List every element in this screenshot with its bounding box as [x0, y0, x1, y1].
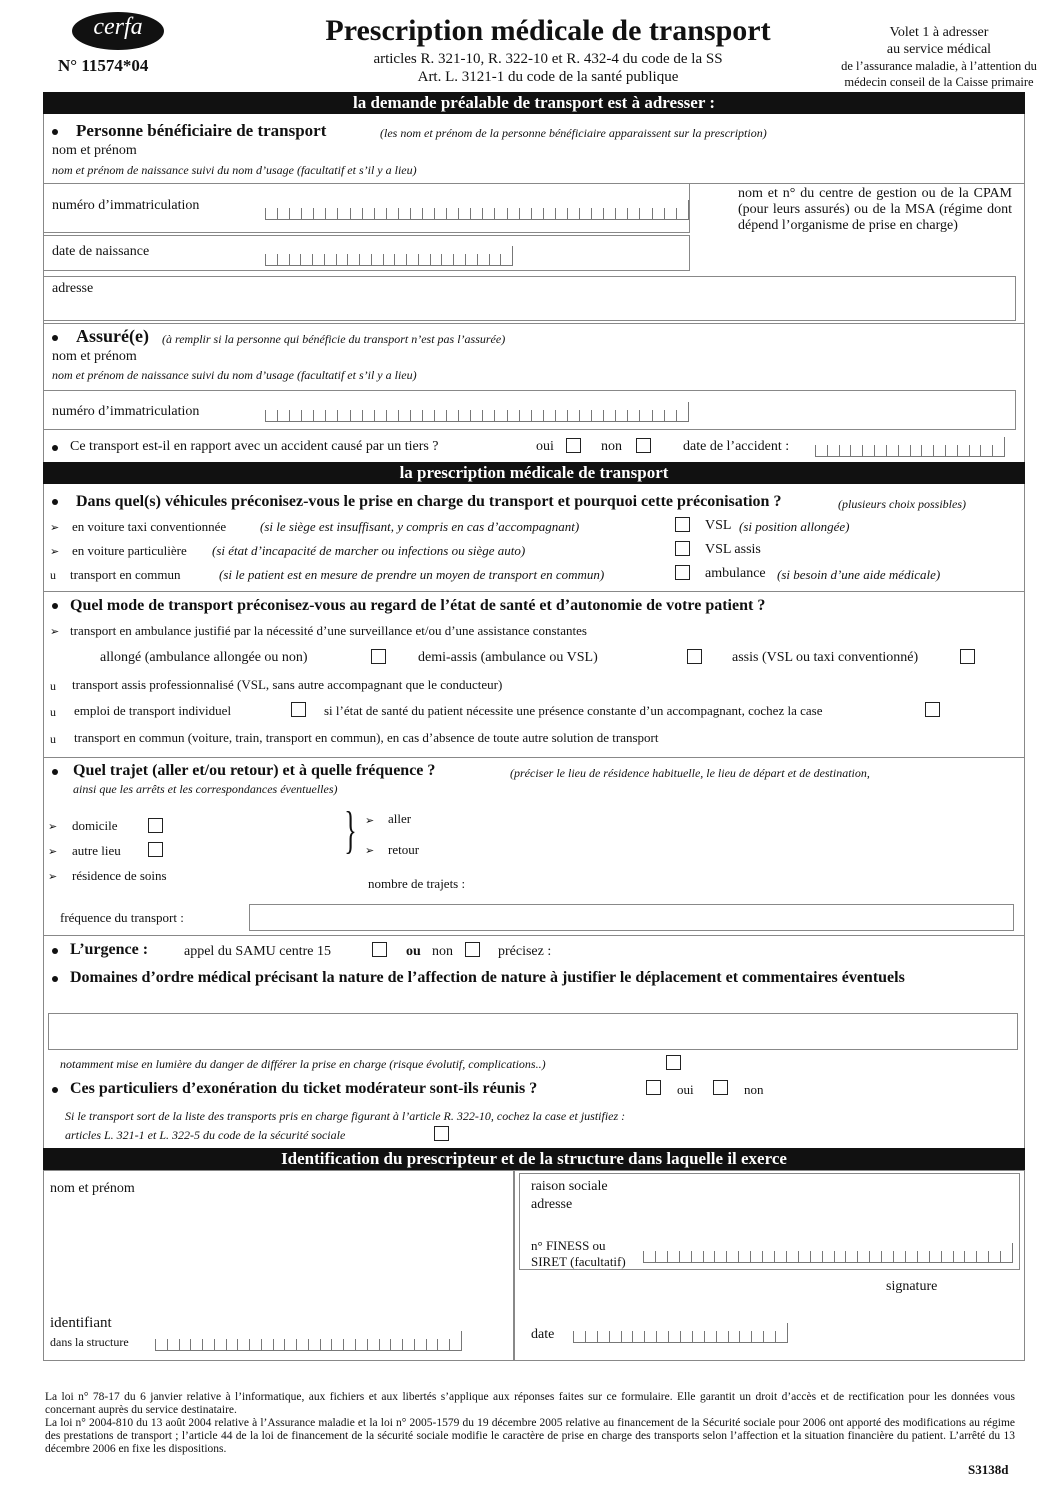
- vehicle-note: (plusieurs choix possibles): [838, 497, 966, 511]
- urgency-no-checkbox[interactable]: [465, 942, 480, 957]
- arrow-icon: ➢: [48, 820, 58, 833]
- beneficiary-name-label: nom et prénom: [52, 143, 137, 158]
- identifiant-field[interactable]: [155, 1331, 462, 1351]
- section3-bar: Identification du prescripteur et de la structure dans laquelle il exerce: [43, 1148, 1025, 1170]
- insured-name-hint: nom et prénom de naissance suivi du nom d’usage (facultatif et s’il y a lieu): [52, 368, 417, 382]
- trip-note2: ainsi que les arrêts et les correspondances éventuelles): [73, 782, 338, 796]
- exoneration-no-checkbox[interactable]: [713, 1080, 728, 1095]
- form-code: S3138d: [968, 1462, 1009, 1477]
- accident-question: Ce transport est-il en rapport avec un accident causé par un tiers ?: [70, 439, 439, 454]
- date-field[interactable]: [573, 1323, 788, 1343]
- bullet: [52, 1087, 58, 1093]
- volet-line1: Volet 1 à adresser: [889, 25, 989, 40]
- adresse-label: adresse: [531, 1197, 573, 1212]
- urgency-label: L’urgence :: [70, 941, 149, 958]
- divider: [43, 935, 1025, 936]
- vehicle-question: Dans quel(s) véhicules préconisez-vous le prise en charge du transport et pourquoi cette préconisation ?: [76, 493, 782, 510]
- trip-question: Quel trajet (aller et/ou retour) et à quelle fréquence ?: [73, 762, 436, 779]
- cpam-text: nom et n° du centre de gestion ou de la CPAM (pour leurs assurés) ou de la MSA (régime dont dépend l’organisme de prise en charge): [738, 186, 1012, 233]
- birthdate-field[interactable]: [265, 246, 513, 266]
- taxi-note: (si le siège est insuffisant, y compris en cas d’accompagnant): [260, 519, 580, 534]
- arrow-icon: ➢: [50, 625, 60, 638]
- divider: [43, 323, 1025, 324]
- lying-checkbox[interactable]: [371, 649, 386, 664]
- vsl-seated-label: VSL assis: [705, 542, 761, 557]
- bullet: [52, 335, 58, 341]
- medical-input[interactable]: [48, 1013, 1018, 1050]
- brace-icon: }: [344, 802, 357, 859]
- trips-count-label: nombre de trajets :: [368, 876, 466, 891]
- private-car-note: (si état d’incapacité de marcher ou infections ou siège auto): [212, 543, 526, 558]
- vsl-seated-checkbox[interactable]: [675, 541, 690, 556]
- form-title: Prescription médicale de transport: [325, 14, 771, 47]
- lying-label: allongé (ambulance allongée ou non): [100, 650, 308, 665]
- bullet-u: u: [50, 732, 56, 746]
- accident-no-label: non: [601, 439, 622, 454]
- volet-line4: médecin conseil de la Caisse primaire: [844, 75, 1034, 89]
- signature-label: signature: [886, 1279, 938, 1294]
- insured-immat-label: numéro d’immatriculation: [52, 404, 200, 419]
- address-box: [43, 276, 1016, 321]
- or-label: ou: [406, 944, 421, 959]
- volet-line3: de l’assurance maladie, à l’attention du: [841, 59, 1037, 73]
- pro-seated-label: transport assis professionnalisé (VSL, sans autre accompagnant que le conducteur): [72, 677, 503, 692]
- immat-field[interactable]: [265, 200, 689, 220]
- date-label: date: [531, 1327, 555, 1342]
- vsl-note: (si position allongée): [739, 519, 850, 534]
- vsl-label: VSL: [705, 518, 732, 533]
- arrow-icon: ➢: [365, 814, 375, 827]
- medical-question: Domaines d’ordre médical précisant la nature de l’affection de nature à justifier le déplacement et commentaires éventuels: [70, 969, 905, 986]
- danger-checkbox[interactable]: [666, 1055, 681, 1070]
- arrow-icon: ➢: [48, 845, 58, 858]
- seated-label: assis (VSL ou taxi conventionné): [732, 650, 919, 665]
- footer-p1: La loi n° 78-17 du 6 janvier relative à l’informatique, aux fichiers et aux libertés s’applique aux réponses faites sur ce formulaire. Elle garantit un droit d’accès et de rectification pour les données vous concernant auprès du service destinataire.: [45, 1391, 1015, 1416]
- beneficiary-name-hint: nom et prénom de naissance suivi du nom d’usage (facultatif et s’il y a lieu): [52, 163, 417, 177]
- finess-label1: n° FINESS ou: [531, 1238, 606, 1253]
- exoneration-question: Ces particuliers d’exonération du ticket modérateur sont-ils réunis ?: [70, 1080, 538, 1097]
- bullet-u: u: [50, 679, 56, 693]
- bullet-u: u: [50, 705, 56, 719]
- arrow-icon: ➢: [365, 844, 375, 857]
- care-residence-label: résidence de soins: [72, 868, 167, 883]
- beneficiary-note: (les nom et prénom de la personne bénéficiaire apparaissent sur la prescription): [380, 126, 767, 140]
- go-label: aller: [388, 811, 412, 826]
- individual-label: emploi de transport individuel: [74, 703, 232, 718]
- address-label: adresse: [52, 281, 94, 296]
- samu-checkbox[interactable]: [372, 942, 387, 957]
- identifiant-label: identifiant: [50, 1315, 112, 1331]
- other-place-label: autre lieu: [72, 843, 121, 858]
- individual-note: si l’état de santé du patient nécessite une présence constante d’un accompagnant, cochez la case: [324, 703, 823, 718]
- section2-bar: la prescription médicale de transport: [43, 462, 1025, 484]
- divider: [43, 591, 1025, 592]
- insured-name-label: nom et prénom: [52, 349, 137, 364]
- accident-date-label: date de l’accident :: [683, 439, 790, 454]
- precisez-label: précisez :: [498, 944, 552, 959]
- bullet: [52, 976, 58, 982]
- home-checkbox[interactable]: [148, 818, 163, 833]
- ambulance-justified: transport en ambulance justifié par la nécessité d’une surveillance et/ou d’une assistance constantes: [70, 623, 587, 638]
- finess-field[interactable]: [643, 1243, 1013, 1263]
- list-note2: articles L. 321-1 et L. 322-5 du code de la sécurité sociale: [65, 1128, 346, 1142]
- cerfa-logo-text: cerfa: [93, 14, 143, 40]
- seated-checkbox[interactable]: [960, 649, 975, 664]
- exoneration-yes-label: oui: [677, 1082, 694, 1097]
- articles-line2: Art. L. 3121-1 du code de la santé publique: [417, 69, 679, 85]
- bullet: [52, 445, 58, 451]
- frequency-label: fréquence du transport :: [60, 910, 184, 925]
- bullet: [52, 499, 58, 505]
- half-seated-checkbox[interactable]: [687, 649, 702, 664]
- divider: [43, 757, 1025, 758]
- accident-date-field[interactable]: [815, 437, 1005, 457]
- return-label: retour: [388, 842, 420, 857]
- mode-question: Quel mode de transport préconisez-vous au regard de l’état de santé et d’autonomie de votre patient ?: [70, 597, 766, 614]
- accident-yes-checkbox[interactable]: [566, 438, 581, 453]
- dans-structure-label: dans la structure: [50, 1335, 129, 1349]
- form-number: N° 11574*04: [58, 56, 149, 75]
- common-note: (si le patient est en mesure de prendre un moyen de transport en commun): [219, 567, 605, 582]
- urgency-no-label: non: [432, 944, 453, 959]
- private-car-label: en voiture particulière: [72, 543, 187, 558]
- section1-bar: la demande préalable de transport est à adresser :: [43, 92, 1025, 114]
- trip-note1: (préciser le lieu de résidence habituelle, le lieu de départ et de destination,: [510, 766, 870, 780]
- accident-no-checkbox[interactable]: [636, 438, 651, 453]
- companion-checkbox[interactable]: [925, 702, 940, 717]
- prescriber-name-label: nom et prénom: [50, 1181, 135, 1196]
- taxi-label: en voiture taxi conventionnée: [72, 519, 227, 534]
- volet-line2: au service médical: [886, 42, 992, 57]
- exoneration-yes-checkbox[interactable]: [646, 1080, 661, 1095]
- ambulance-note: (si besoin d’une aide médicale): [777, 567, 941, 582]
- common-transport-label: transport en commun (voiture, train, transport en commun), en cas d’absence de toute autre solution de transport: [74, 730, 659, 745]
- bullet-u: u: [50, 568, 56, 582]
- insured-immat-field[interactable]: [265, 402, 689, 422]
- ambulance-checkbox[interactable]: [675, 565, 690, 580]
- individual-checkbox[interactable]: [291, 702, 306, 717]
- footer-p2: La loi n° 2004-810 du 13 août 2004 relative à l’Assurance maladie et la loi n° 2005-1579 du 19 décembre 2005 relative au financement de la Sécurité sociale pour 2006 ont apporté des modifications au régime des prestations de transport ; l’article 44 de la loi de financement de la sécurité sociale modifie le caractère de prise en charge des transports selon l’affection et la situation financière du patient. L’arrêté du 13 décembre 2006 en fixe les dispositions.: [45, 1417, 1015, 1455]
- insured-title: Assuré(e): [76, 326, 149, 346]
- home-label: domicile: [72, 818, 118, 833]
- common-label: transport en commun: [70, 567, 181, 582]
- accident-yes-label: oui: [536, 439, 554, 454]
- list-checkbox[interactable]: [434, 1126, 449, 1141]
- arrow-icon: ➢: [48, 870, 58, 883]
- bullet: [52, 948, 58, 954]
- bullet: [52, 769, 58, 775]
- samu-label: appel du SAMU centre 15: [184, 944, 331, 959]
- arrow-icon: ➢: [50, 521, 60, 534]
- insured-note: (à remplir si la personne qui bénéficie du transport n’est pas l’assurée): [162, 332, 506, 346]
- ambulance-label: ambulance: [705, 566, 766, 581]
- raison-label: raison sociale: [531, 1179, 608, 1194]
- exoneration-no-label: non: [744, 1082, 764, 1097]
- other-place-checkbox[interactable]: [148, 842, 163, 857]
- vsl-checkbox[interactable]: [675, 517, 690, 532]
- bullet: [52, 129, 58, 135]
- beneficiary-title: Personne bénéficiaire de transport: [76, 121, 327, 140]
- danger-note: notamment mise en lumière du danger de différer la prise en charge (risque évolutif, complications..): [60, 1057, 546, 1071]
- list-note1: Si le transport sort de la liste des transports pris en charge figurant à l’article R. 322-10, cochez la case et justifiez :: [65, 1109, 626, 1123]
- articles-line1: articles R. 321-10, R. 322-10 et R. 432-4 du code de la SS: [373, 51, 723, 67]
- half-seated-label: demi-assis (ambulance ou VSL): [418, 650, 598, 665]
- immat-label: numéro d’immatriculation: [52, 198, 200, 213]
- frequency-input[interactable]: [249, 904, 1014, 931]
- finess-label2: SIRET (facultatif): [531, 1254, 626, 1269]
- bullet: [52, 603, 58, 609]
- birth-label: date de naissance: [52, 244, 150, 259]
- arrow-icon: ➢: [50, 545, 60, 558]
